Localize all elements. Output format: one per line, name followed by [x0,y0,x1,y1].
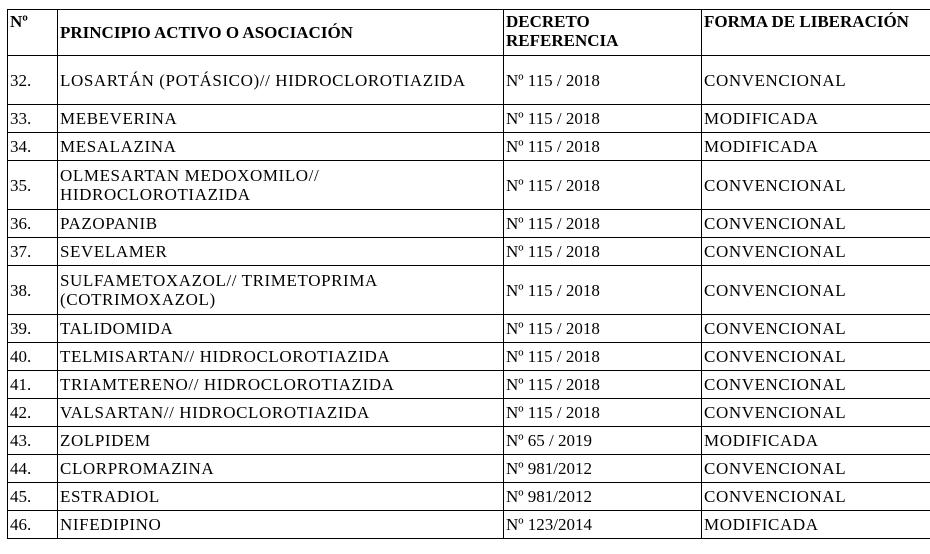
table-row [8,161,930,210]
row-principle: LOSARTÁN (POTÁSICO)// HIDROCLOROTIAZIDA [58,56,504,105]
row-decree: Nº 65 / 2019 [504,427,702,455]
row-principle: SULFAMETOXAZOL// TRIMETOPRIMA (COTRIMOXAZOL) [58,266,504,315]
header-decree: DECRETO REFERENCIA [504,10,702,56]
row-principle: TELMISARTAN// HIDROCLOROTIAZIDA [58,343,504,371]
row-form: CONVENCIONAL [702,238,930,266]
row-num: 41. [8,371,58,399]
row-decree: Nº 981/2012 [504,483,702,511]
table-row [8,343,930,371]
row-form: CONVENCIONAL [702,343,930,371]
medication-table [7,9,930,539]
header-row [8,10,930,56]
row-principle: NIFEDIPINO [58,511,504,539]
row-num: 33. [8,105,58,133]
header-num: Nº [8,10,58,56]
row-decree: Nº 115 / 2018 [504,266,702,315]
row-principle: PAZOPANIB [58,210,504,238]
row-form: MODIFICADA [702,427,930,455]
row-form: CONVENCIONAL [702,455,930,483]
table-row [8,238,930,266]
row-form: CONVENCIONAL [702,56,930,105]
header-principle: PRINCIPIO ACTIVO O ASOCIACIÓN [58,10,504,56]
row-principle: VALSARTAN// HIDROCLOROTIAZIDA [58,399,504,427]
row-num: 37. [8,238,58,266]
row-principle: ESTRADIOL [58,483,504,511]
row-num: 45. [8,483,58,511]
row-form: CONVENCIONAL [702,315,930,343]
row-decree: Nº 115 / 2018 [504,105,702,133]
row-num: 44. [8,455,58,483]
row-form: MODIFICADA [702,105,930,133]
row-num: 36. [8,210,58,238]
row-form: MODIFICADA [702,133,930,161]
row-principle: TALIDOMIDA [58,315,504,343]
row-decree: Nº 123/2014 [504,511,702,539]
table-row [8,56,930,105]
row-principle: MESALAZINA [58,133,504,161]
row-decree: Nº 115 / 2018 [504,238,702,266]
table-row [8,483,930,511]
row-num: 39. [8,315,58,343]
row-form: MODIFICADA [702,511,930,539]
row-decree: Nº 115 / 2018 [504,399,702,427]
row-principle: SEVELAMER [58,238,504,266]
row-form: CONVENCIONAL [702,161,930,210]
table-row [8,455,930,483]
row-num: 40. [8,343,58,371]
table-row [8,315,930,343]
row-principle: ZOLPIDEM [58,427,504,455]
row-form: CONVENCIONAL [702,483,930,511]
table-row [8,210,930,238]
row-num: 43. [8,427,58,455]
row-decree: Nº 115 / 2018 [504,343,702,371]
row-principle: MEBEVERINA [58,105,504,133]
row-num: 46. [8,511,58,539]
header-form: FORMA DE LIBERACIÓN [702,10,930,56]
table-row [8,399,930,427]
row-form: CONVENCIONAL [702,399,930,427]
row-decree: Nº 115 / 2018 [504,371,702,399]
row-num: 34. [8,133,58,161]
row-decree: Nº 115 / 2018 [504,161,702,210]
row-decree: Nº 115 / 2018 [504,315,702,343]
row-principle: CLORPROMAZINA [58,455,504,483]
row-decree: Nº 115 / 2018 [504,210,702,238]
table-row [8,266,930,315]
row-decree: Nº 981/2012 [504,455,702,483]
table-row [8,427,930,455]
table-row [8,511,930,539]
row-form: CONVENCIONAL [702,371,930,399]
row-num: 38. [8,266,58,315]
row-principle: TRIAMTERENO// HIDROCLOROTIAZIDA [58,371,504,399]
row-form: CONVENCIONAL [702,266,930,315]
row-decree: Nº 115 / 2018 [504,133,702,161]
row-num: 42. [8,399,58,427]
table-row [8,133,930,161]
row-form: CONVENCIONAL [702,210,930,238]
table-row [8,105,930,133]
row-principle: OLMESARTAN MEDOXOMILO// HIDROCLOROTIAZIDA [58,161,504,210]
table-row [8,371,930,399]
row-num: 35. [8,161,58,210]
row-num: 32. [8,56,58,105]
row-decree: Nº 115 / 2018 [504,56,702,105]
